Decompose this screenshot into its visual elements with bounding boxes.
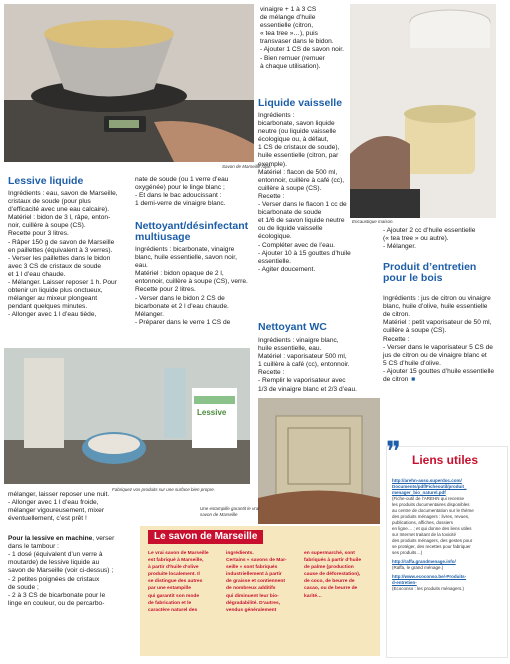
lessive-title: Lessive liquide — [8, 175, 84, 187]
lessive-body: Ingrédients : eau, savon de Marseille, cristaux de soude (pour plus d’efficacité avec une eau calcaire). Matériel : bidon de 3 l, râpe, enton- noir, cuillère à soupe (CS). Recette pour 3 litres. - Râper 150 g de savon de Marseille en paillettes (équivalent à 3 verres). - Verser les paillettes dans le bidon avec 3 CS de cristaux de soude et 1 l d’eau chaude. - Mélanger. Laisser reposer 1 h. Pour obtenir un liquide plus onctueux, mélanger au mixeur plongeant pendant quelques minutes. - Allonger avec 1 l d’eau tiède, — [8, 190, 118, 319]
link-url[interactable]: http://arehn-asso.superdoc.com/ Documents/pdf/Ficheoutil/produit_ menager_bio_naturel.pdf — [392, 478, 467, 495]
lessive-machine — [8, 527, 138, 608]
products-caption: Fabriquez vos produits sur une surface bien propre. — [112, 487, 216, 492]
col2-continued-text: nate de soude (ou 1 verre d’eau oxygénée) pour le linge blanc ; - Et dans le bac adoucissant : 1 demi-verre de vinaigre blanc. — [135, 176, 229, 208]
bois-body — [383, 287, 507, 384]
link-description: (Raffa, le grand ménage.) — [392, 565, 444, 570]
wc-title: Nettoyant WC — [258, 321, 327, 333]
link-item — [392, 478, 504, 556]
vaisselle-continued: - Ajouter 2 cc d’huile essentielle (« tea tree » ou autre). - Mélanger. — [383, 227, 476, 251]
savon-col-1: Le vrai savon de Marseille est fabriqué à Marseille, à partir d’huile d’olive produite localement. Il se distingue des autres par une estampille qui garantit son mode de fabrication et le caractère naturel des — [148, 551, 209, 613]
lessive-machine-text: , verser dans le tambour : - 1 dosé (équivalent d’un verre à moutarde) de lessive liquide au savon de Marseille (voir ci-dessus) ; - 2 petites poignées de cristaux de soude ; - 2 à 3 CS de bicarbonate pour le linge en couleur, ou de percarbo- — [8, 535, 115, 607]
nettoyant-multiusage-title: Nettoyant/désinfectant multiusage — [135, 220, 249, 243]
bois-text: Ingrédients : jus de citron ou vinaigre blanc, huile d’olive, huile essentielle de citron. Matériel : petit vaporisateur de 50 ml, cuillère à soupe (CS). Recette : - Verser dans le vaporisateur 5 CS de jus de citron ou de vinaigre blanc et 5 CS d’huile d’olive. - Ajouter 15 gouttes d’huile essentielle de citron — [383, 295, 495, 384]
link-url[interactable]: http://www.ecoconso.be/-Produits- d-entretien- — [392, 574, 467, 585]
nettoyant-multiusage-body: Ingrédients : bicarbonate, vinaigre blanc, huile essentielle, savon noir, eau. Matériel : bidon opaque de 2 l, entonnoir, cuillère à soupe (CS), verre. Recette pour 2 litres. - Verser dans le bidon 2 CS de bicarbonate et 2 l d’eau chaude. Mélanger. - Préparer dans le verre 1 CS de — [135, 246, 248, 326]
liens-utiles-title: Liens utiles — [412, 453, 479, 467]
products-photo — [4, 348, 250, 484]
link-description: (Ecoconso : les produits ménagers.) — [392, 586, 465, 591]
link-url[interactable]: http://raffa.grandmenage.info/ — [392, 559, 456, 564]
link-item — [392, 574, 504, 592]
col3-continued-text: vinaigre + 1 à 3 CS de mélange d’huile essentielle (citron, « tea tree »…), puis transvaser dans le bidon. - Ajouter 1 CS de savon noir. - Bien remuer (remuer à chaque utilisation). — [260, 6, 344, 70]
scale-illustration — [4, 4, 254, 162]
marseille-soap-photo — [258, 398, 380, 524]
soap-illustration — [258, 398, 380, 524]
link-item — [392, 559, 504, 571]
link-description: (Fiche-outil de l’AREHN qui recense les produits documentaires disponibles au centre de documentation sur le thème des produits ménagers : livres, revues, publications, affiches, dossiers en ligne… ; et qui donne des liens utiles sur Internet traitant de la toxicité des produits ménagers, des gestes pour se protéger, des recettes pour fabriquer ses produits…) — [392, 496, 474, 555]
lessive-jar-label: Lessive — [197, 408, 227, 417]
quote-mark-icon: ❞ — [386, 435, 402, 468]
scale-photo-caption: Savon de Marseille râpé. — [222, 164, 272, 169]
savon-col-2: ingrédients. Certains « savons de Mar- seille » sont fabriqués industriellement à partir de graisse et contiennent de nombreux additifs qui diminuent leur bio- dégradabilité. D’autres, vendus généralement — [226, 551, 287, 613]
bois-title: Produit d’entretien pour le bois — [383, 261, 477, 284]
savon-col-3: en supermarché, sont fabriqués à partir d’huile de palme (production cause de déforestation), de coco, de beurre de cacao, ou de beurre de karité… — [304, 551, 362, 599]
vaisselle-body: Ingrédients : bicarbonate, savon liquide neutre (ou liquide vaisselle écologique ou, à défaut, 1 CS de cristaux de soude), huile essentielle (citron, par exemple). Matériel : flacon de 500 ml, entonnoir, cuillère à café (cc), cuillère à soupe (CS). Recette : - Verser dans le flacon 1 cc de bicarbonate de soude et 1/6 de savon liquide neutre ou de liquide vaisselle écologique. - Compléter avec de l’eau. - Ajouter 10 à 15 gouttes d’huile essentielle. - Agiter doucement. — [258, 112, 351, 273]
lessive-body-continued: mélanger, laisser reposer une nuit. - Allonger avec 1 l d’eau froide, mélanger vigoureusement, mixer éventuellement, c’est prêt ! — [8, 491, 110, 523]
encaustic-caption: Encaustique maison. — [352, 219, 394, 224]
savon-de-marseille-title: Le savon de Marseille — [148, 530, 263, 544]
soap-caption: Une estampille garantit le vrai savon de Marseille — [200, 506, 260, 517]
links-list — [392, 478, 504, 592]
grated-soap-scale-photo — [4, 4, 254, 162]
end-mark: ■ — [411, 376, 416, 384]
wc-body: Ingrédients : vinaigre blanc, huile essentielle, eau. Matériel : vaporisateur 500 ml, 1 cuillère à café (cc), entonnoir. Recette : - Remplir le vaporisateur avec 1/3 de vinaigre blanc et 2/3 d’eau. — [258, 337, 357, 393]
lessive-machine-lead: Pour la lessive en machine — [8, 535, 93, 543]
vaisselle-title: Liquide vaisselle — [258, 97, 343, 109]
